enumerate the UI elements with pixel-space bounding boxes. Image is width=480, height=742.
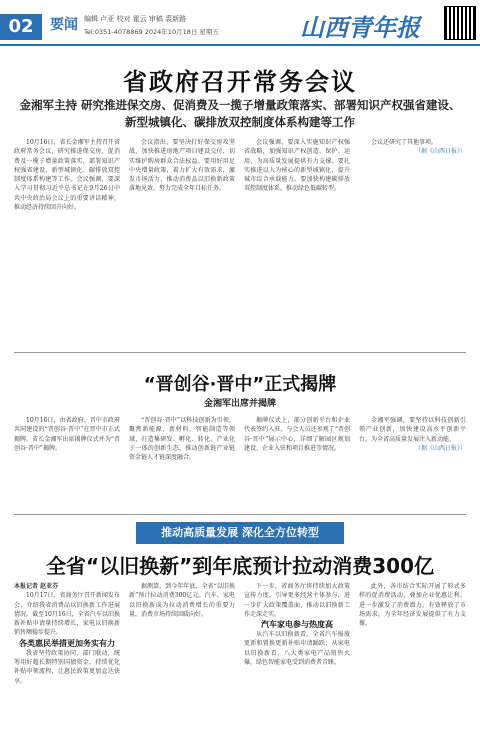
story3-headline: 全省“以旧换新”到年底预计拉动消费300亿 <box>45 554 435 578</box>
story2-source: （据《山西日报》） <box>414 444 466 452</box>
editor-credits: 编辑 卢亚 校对 霍云 审稿 裘新路 <box>84 15 187 23</box>
story1-column-4: 会议还研究了其他事项。 （据《山西日报》） <box>359 138 466 334</box>
story3-column-1: 本报记者 赵亚芬 10月17日，省商务厅召开新闻发布会，介绍我省消费品以旧换新工作进展情况。截至10月16日，全省汽车以旧换新补贴申请量持续增长，家电以旧换新销售额稳步提升。 各类惠民举措更加务实有力 我省坚持政策协同、部门联动，统筹用好超长期特别国债资金，持续优化补贴申领流程，让惠民政策更加直达快享。 <box>14 583 120 685</box>
story2-column-2: “晋创谷·晋中”以科技创新为引领，聚焦新能源、新材料、智能制造等领域，打造集研发、孵化、转化、产业化于一体的创新生态，推动创新链产业链资金链人才链深度融合。 <box>129 417 235 462</box>
story1-column-2: 会议指出，要坚决打好保交房攻坚战，加快推进房地产项目建设交付，切实维护购房群众合法权益。要用好用足中央增量政策，着力扩大有效需求，激发市场活力，推动消费品以旧换新政策落地见效，努力完成全年目标任务。 <box>129 139 235 193</box>
story2-column-3: 揭牌仪式上，部分创新平台和企业代表签约入驻。与会人员还参观了“晋创谷·晋中”展示中心，详细了解园区规划建设、企业入驻和项目推进等情况。 <box>244 417 350 452</box>
divider <box>14 514 466 515</box>
story2-column-1: 10月16日，由省政府、晋中市政府共同建设的“晋创谷·晋中”在晋中市正式揭牌。省长金湘军出席揭牌仪式并为“晋创谷·晋中”揭牌。 <box>14 417 120 452</box>
story1-subheadline: 金湘军主持 研究推进保交房、促消费及一揽子增量政策落实、部署知识产权强省建设、新型城镇化、碳排放双控制度体系构建等工作 <box>19 98 461 129</box>
section-title: 要闻 <box>50 17 78 33</box>
divider <box>14 352 466 353</box>
page-number: 02 <box>0 14 42 40</box>
story3-column-2: 据测算，到今年年底，全省“以旧换新”预计拉动消费300亿元。汽车、家电以旧换新成为拉动消费增长的重要力量，消费市场持续回暖向好。 <box>129 583 235 618</box>
story3-column-3: 下一步，省商务厅将持续加大政策宣传力度，引导更多经营主体参与，进一步扩大政策覆盖面，推动以旧换新工作走深走实。 汽车家电参与热度高 从汽车以旧换新看，全省汽车报废更新和置换更新补贴申请踊跃；从家电以旧换新看，八大类家电产品销售火爆，绿色智能家电受到消费者青睐。 <box>244 583 350 667</box>
story3-byline: 本报记者 赵亚芬 <box>14 583 59 590</box>
story3-column-4: 此外，各市结合实际开展了形式多样的促消费活动，叠加企业优惠让利，进一步激发了消费潜力，有效释放了市场需求，为全年经济发展提供了有力支撑。 <box>359 583 466 628</box>
story1-column-3: 会议强调，要深入实施知识产权强省战略，加强知识产权创造、保护、运用，为高质量发展提供有力支撑。要扎实推进以人为核心的新型城镇化，提升城市综合承载能力。要加快构建碳排放双控制度体系，推动绿色低碳转型。 <box>244 139 350 193</box>
story2-headline: “晋创谷·晋中”正式揭牌 <box>143 374 337 395</box>
story1-column-1: 10月16日，省长金湘军主持召开省政府常务会议，研究推进保交房、促消费及一揽子增量政策落实，部署知识产权强省建设、新型城镇化、碳排放双控制度体系构建等工作。会议强调，要深入学习贯彻习近平总书记在9月26日中共中央政治局会议上的重要讲话精神，推动经济持续回升向好。 <box>14 139 120 212</box>
qr-code-icon <box>444 6 476 40</box>
story3-subhead-2: 汽车家电参与热度高 <box>261 619 333 630</box>
story1-headline: 省政府召开常务会议 <box>123 68 357 96</box>
story3-subhead-1: 各类惠民举措更加务实有力 <box>19 637 115 648</box>
story2-column-4: 金湘军强调，要坚持以科技创新引领产业创新，加快建设高水平创新平台，为全省高质量发展注入新动能。 （据《山西日报》） <box>359 417 466 452</box>
phone-and-date: Tel:0351-4078869 2024年10月18日 星期五 <box>84 28 219 36</box>
story3-body <box>14 582 466 736</box>
newspaper-masthead: 山西青年报 <box>300 13 420 42</box>
story2-subheadline: 金湘军出席并揭牌 <box>203 399 276 409</box>
theme-banner: 推动高质量发展 深化全方位转型 <box>136 522 344 544</box>
story1-source: （据《山西日报》） <box>414 148 466 156</box>
story2-body <box>14 416 466 508</box>
story1-body <box>14 138 466 334</box>
